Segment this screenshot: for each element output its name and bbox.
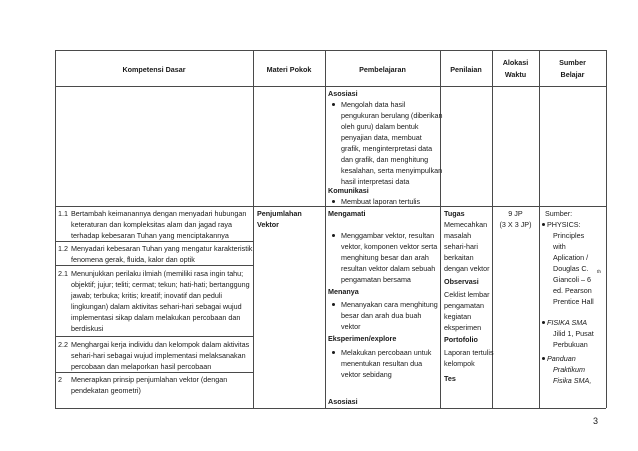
sumber-book-1-line: Prentice Hall [553, 297, 594, 306]
sumber-book-1-line: ed. Pearson [553, 286, 592, 295]
header-penilaian: Penilaian [450, 65, 482, 74]
mengamati-line: vektor, komponen vektor serta [341, 242, 438, 251]
alokasi-line: (3 X 3 JP) [499, 220, 532, 229]
kd-number: 1.2 [58, 244, 68, 253]
mengamati-line: menghitung besar dan arah [341, 253, 429, 262]
komunikasi-title: Komunikasi [328, 186, 369, 195]
kd-line: Bertambah keimanannya dengan menyadari hubungan [71, 209, 247, 218]
asosiasi-line: hasil interpretasi data [341, 177, 410, 186]
menanya-line: vektor [341, 322, 361, 331]
kd-line: keteraturan dan kompleksitas alam dan jagad raya [71, 220, 233, 229]
menanya-line: besar dan arah dua buah [341, 311, 422, 320]
materi-line: Penjumlahan [257, 209, 302, 218]
bullet-icon [332, 303, 335, 306]
observasi-line: Ceklist lembar [444, 290, 490, 299]
eksperimen-line: menentukan resultan dua [341, 359, 423, 368]
kd-number: 2.1 [58, 269, 68, 278]
kd-line: lingkungan) dalam aktivitas sehari-hari sebagai wujud [71, 302, 242, 311]
sumber-book-3-line: Fisika SMA, [553, 376, 592, 385]
kd-number: 1.1 [58, 209, 68, 218]
sumber-book-2: FISIKA SMA [547, 318, 588, 327]
sumber-book-1-line: Aplication / [553, 253, 589, 262]
sumber-superscript: th [597, 270, 602, 275]
asosiasi-title: Asosiasi [328, 89, 358, 98]
tugas-line: berkaitan [444, 253, 474, 262]
asosiasi-line: oleh guru) dalam bentuk [341, 122, 419, 131]
komunikasi-item: Membuat laporan tertulis [341, 197, 421, 206]
kd-number: 2.2 [58, 340, 68, 349]
sumber-book-1: PHYSICS: [547, 220, 581, 229]
tugas-line: sehari-hari [444, 242, 478, 251]
tugas-line: dengan vektor [444, 264, 490, 273]
mengamati-line: Menggambar vektor, resultan [341, 231, 435, 240]
bullet-icon [332, 351, 335, 354]
portofolio-line: Laporan tertulis [444, 348, 494, 357]
header-alokasi-1: Alokasi [502, 58, 529, 67]
sumber-book-1-line: Douglas C. [553, 264, 589, 273]
tugas-line: masalah [444, 231, 472, 240]
sumber-book-1-line: with [553, 242, 566, 251]
asosiasi-line: grafik, menginterpretasi data [341, 144, 433, 153]
kd-line: jawab; terbuka; kritis; kreatif; inovatif dan peduli [71, 291, 223, 300]
asosiasi-title-2: Asosiasi [328, 397, 358, 406]
kd-line: percobaan dan melaporkan hasil percobaan [71, 362, 212, 371]
mengamati-line: pengamatan bersama [341, 275, 411, 284]
page-number: 3 [593, 416, 599, 426]
header-pembelajaran: Pembelajaran [359, 65, 406, 74]
kd-line: implementasi sikap dalam melakukan percobaan dan [71, 313, 241, 322]
header-materi-pokok: Materi Pokok [266, 65, 312, 74]
asosiasi-line: pengukuran berulang (diberikan [341, 111, 443, 120]
bullet-icon [332, 103, 335, 106]
kd-number: 2 [58, 375, 62, 384]
observasi-title: Observasi [444, 277, 479, 286]
bullet-icon [542, 321, 545, 324]
menanya-title: Menanya [328, 287, 359, 296]
kd-line: fenomena gerak, fluida, kalor dan optik [71, 255, 195, 264]
asosiasi-line: dan grafik, dan menghitung [341, 155, 429, 164]
eksperimen-line: vektor sebidang [341, 370, 392, 379]
kd-line: terhadap kebesaran Tuhan yang menciptakannya [71, 231, 229, 240]
menanya-line: Menanyakan cara menghitung [341, 300, 438, 309]
kd-line: pendekatan geometri) [71, 386, 141, 395]
sumber-label: Sumber: [545, 209, 573, 218]
portofolio-line: kelompok [444, 359, 475, 368]
eksperimen-line: Melakukan percobaan untuk [341, 348, 432, 357]
kd-line: objektif; jujur; teliti; cermat; tekun; hati-hati; bertanggung [71, 280, 250, 289]
bullet-icon [332, 234, 335, 237]
observasi-line: eksperimen [444, 323, 482, 332]
asosiasi-line: penyajian data, membuat [341, 133, 422, 142]
kd-line: Menunjukkan perilaku ilmiah (memiliki rasa ingin tahu; [71, 269, 244, 278]
header-kompetensi-dasar: Kompetensi Dasar [122, 65, 186, 74]
kd-line: Menerapkan prinsip penjumlahan vektor (dengan [71, 375, 228, 384]
sumber-book-2-line: Perbukuan [553, 340, 588, 349]
mengamati-line: resultan vektor dalam sebuah [341, 264, 436, 273]
sumber-book-2-line: Jilid 1, Pusat [553, 329, 594, 338]
kd-line: Menghargai kerja individu dan kelompok dalam aktivitas [71, 340, 250, 349]
kd-line: sehari-hari sebagai wujud implementasi melaksanakan [71, 351, 246, 360]
observasi-line: kegiatan [444, 312, 472, 321]
bullet-icon [332, 200, 335, 203]
header-alokasi-2: Waktu [504, 70, 527, 79]
asosiasi-line: kesalahan, serta menyimpulkan [341, 166, 443, 175]
sumber-book-1-line: Principles [553, 231, 585, 240]
tes-title: Tes [444, 374, 456, 383]
kd-line: Menyadari kebesaran Tuhan yang mengatur karakteristik [71, 244, 253, 253]
mengamati-title: Mengamati [328, 209, 366, 218]
eksperimen-title: Eksperimen/explore [328, 334, 397, 343]
sumber-book-1-line: Giancoli – 6 [553, 275, 591, 284]
bullet-icon [542, 223, 545, 226]
tugas-line: Memecahkan [444, 220, 488, 229]
header-sumber-1: Sumber [559, 58, 586, 67]
sumber-book-3-line: Praktikum [553, 365, 585, 374]
tugas-title: Tugas [444, 209, 465, 218]
observasi-line: pengamatan [444, 301, 484, 310]
kd-line: berdiskusi [71, 324, 104, 333]
header-sumber-2: Belajar [560, 70, 585, 79]
asosiasi-line: Mengolah data hasil [341, 100, 406, 109]
bullet-icon [542, 357, 545, 360]
materi-line: Vektor [257, 220, 279, 229]
portofolio-title: Portofolio [444, 335, 478, 344]
sumber-book-3: Panduan [547, 354, 576, 363]
alokasi-line: 9 JP [508, 209, 523, 218]
